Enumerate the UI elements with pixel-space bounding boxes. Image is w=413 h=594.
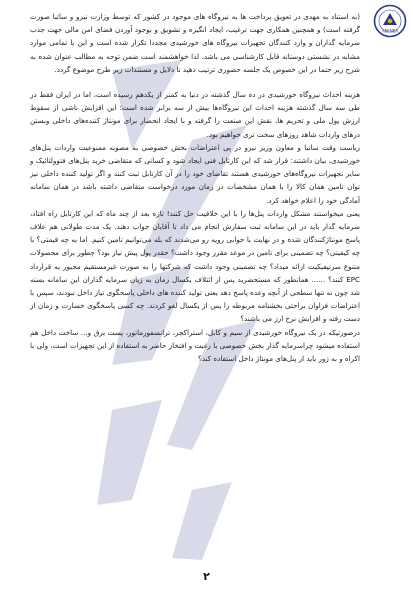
page-number: ۲ bbox=[203, 570, 210, 583]
paragraph-intro: (به استناد به مهدی در تعویق پرداخت ها به نیروگاه های موجود در کشور که توسط وزارت نیرو و ساتبا صورت گرفته است) و همچنین همکاری جهت ترغیب، ایجاد انگیزه و تشویق و بوجود آوردن فضای امن مالی جهت جذب سرمایه گذاران و وارد کنندگان تجهیزات نیروگاه های خورشیدی مجددا تکرار شده است و این با تمامی موارد مشابه در نشستی دوستانه قابل کارشناسی می باشد، لذا خواهشمند است ضمن توجه به مطالب عنوان شده به شرح زیر حتما در این خصوص یک جلسه حضوری ترتیب دهید تا دلایل و مستندات زیر طرح موضوع گردد. bbox=[30, 12, 360, 74]
paragraph-cost: هزینه احداث نیروگاه خورشیدی در ده سال گذشته در دنیا به کمتر از یکدهم رسیده است، اما در ایران فقط در طی سه سال گذشته هزینه احداث این نیروگاه‌ها بیش از سه برابر شده است؛ این افزایش ناشی از سقوط ارزش پول ملی و تحریم ها، نقش این صنعت را گرفته و با ایجاد انحصار برای مونتاژ کننده‌های داخلی وبستن درهای واردات شاهد روزهای سخت تری خواهیم بود. bbox=[30, 90, 360, 139]
document-body bbox=[30, 10, 360, 365]
paragraph-system: یعنی میخواستند مشکل واردات پنل‌ها را با این خلاقیت حل کنند! تازه بعد از چند ماه که این کارتابل راه افتاد، سرمایه گذار باید در این سامانه ثبت سفارش انجام می داد تا آقایان جواب دهند. یک مدت طولانی هم علاف پاسخ مونتاژکنندگان شده و در نهایت با جوابی رویه رو می‌شدند که بله می‌توانیم تامین کنیم. اما به چه قیمتی؟ با چه کیفیتی؟ چه تضمینی برای تامین در موعد مقرر وجود داشت؟ حقدر پول پیش نیاز بود؟ چطور برای محصولات متنوع سرتیفیکیت ارائه میداد؟ چه تضمینی وجود داشت که شرکتها را به صورت غیرمستقیم مجبور به قرارداد EPC کنند؟ ...... همانطور که مستحضرید پس از ائتلاف یکسال زمان به زیان سرمایه گذاران این سامانه بسته شد چون نه تنها سطحی از آنچه وعده پاسخ دهد یعنی تولید کننده های داخلی پاسخگوی نیاز داخل نبودند، سپس با اعتراضات فراوان براحتی بخشنامه مربوطه را پس از یکسال لغو کردند. چه کسی پاسخگوی خسارت و زمان از دست رفته و افزایش نرخ ارز می باشند؟ bbox=[30, 208, 360, 324]
paragraph-domestic: درصورتیکه در یک نیروگاه خورشیدی از سیم و کابل، استراکچر، ترانسفورماتور، پست برق و... ساخت داخل هم استفاده میشود چرا‌سرمایه گذار بخش خصوصی با رغبت و افتخار حاضر به استفاده از این تجهیزات است، ولی با اکراه و به زور باید از پنل‌های مونتاژ داخل استفاده کند؟ bbox=[30, 327, 360, 364]
paragraph-satba: ریاست وقت ساتبا و معاون وزیر نیرو در پی اعتراضات بخش خصوصی به مصوبه ممنوعیت واردات پنل‌های خورشیدی، بیان داشتند: قرار شد که این کارتابل فنی ایجاد شود و کسانی که متقاضی خرید پنل‌های فتوولتائیک و سایر تجهیزات نیروگاه‌های خورشیدی هستند تقاضای خود را در آن کارتابل ثبت کنند و اگر تولید کننده داخلی نیز توان تامین همان کالا را با همان مشخصات در زمان مورد درخواست متقاضی داشته باشد در همان سامانه آمادگی خود را اعلام خواهد کرد. bbox=[30, 142, 360, 205]
svg-text:ASENEA: ASENEA bbox=[381, 28, 399, 34]
organization-logo bbox=[373, 4, 407, 38]
